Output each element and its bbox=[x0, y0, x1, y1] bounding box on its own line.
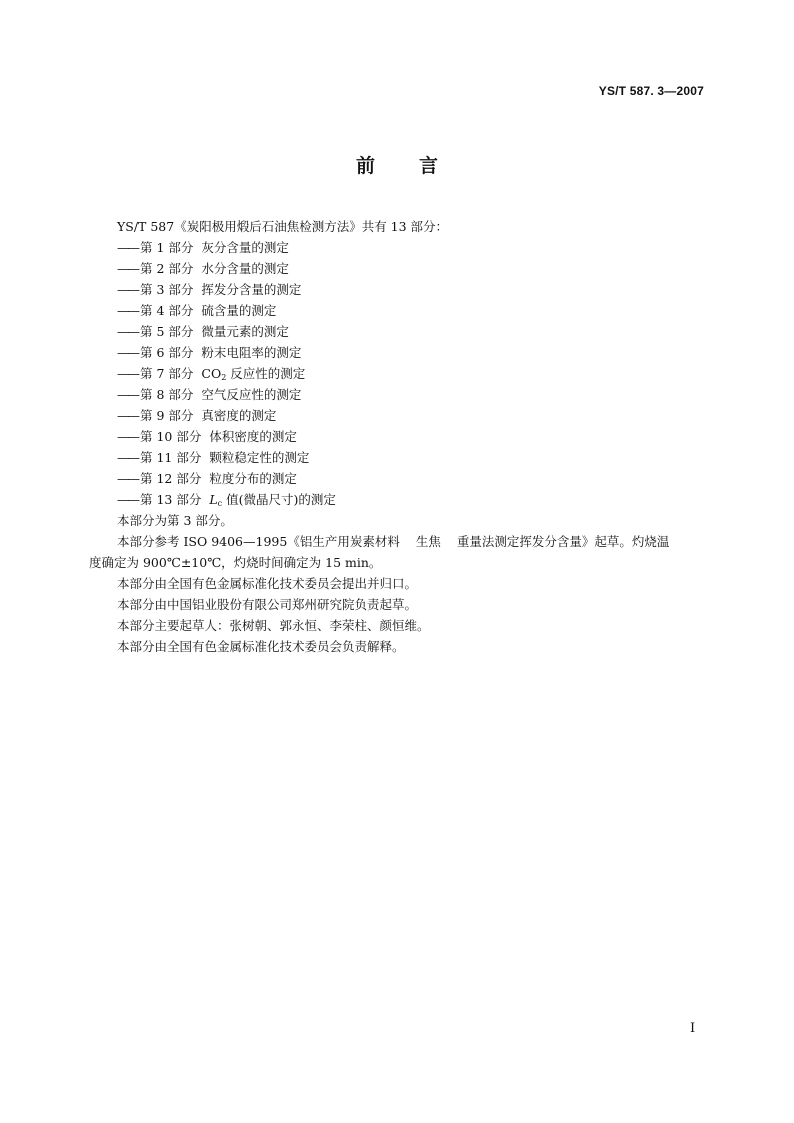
paragraph-text: 重量法测定挥发分含量》起草。灼烧温 bbox=[456, 534, 670, 549]
part-title: 真密度的测定 bbox=[201, 408, 277, 423]
part-title: 粒度分布的测定 bbox=[209, 471, 297, 486]
part-title: 颗粒稳定性的测定 bbox=[209, 450, 310, 465]
paragraph-text: 本部分参考 ISO 9406—1995《铝生产用炭素材料 bbox=[117, 534, 400, 549]
part-item bbox=[117, 384, 301, 405]
em-dash: —— bbox=[117, 471, 138, 486]
part-title-rest: 值(微晶尺寸)的测定 bbox=[222, 492, 336, 507]
part-item bbox=[117, 405, 276, 426]
part-number: 第 10 部分 bbox=[140, 429, 202, 444]
part-item bbox=[117, 468, 297, 489]
paragraph: 本部分由全国有色金属标准化技术委员会提出并归口。 bbox=[117, 576, 418, 591]
part-title: 微量元素的测定 bbox=[201, 324, 289, 339]
part-title: 体积密度的测定 bbox=[209, 429, 297, 444]
em-dash: —— bbox=[117, 261, 138, 276]
page-number: I bbox=[690, 1021, 696, 1036]
part-number: 第 7 部分 bbox=[140, 366, 194, 381]
part-item bbox=[117, 342, 301, 363]
part-number: 第 8 部分 bbox=[140, 387, 194, 402]
paragraph bbox=[117, 531, 669, 552]
part-number: 第 2 部分 bbox=[140, 261, 194, 276]
em-dash: —— bbox=[117, 492, 138, 507]
part-number: 第 9 部分 bbox=[140, 408, 194, 423]
part-title-rest: 反应性的测定 bbox=[226, 366, 306, 381]
em-dash: —— bbox=[117, 387, 138, 402]
part-number: 第 3 部分 bbox=[140, 282, 194, 297]
part-number: 第 5 部分 bbox=[140, 324, 194, 339]
em-dash: —— bbox=[117, 345, 138, 360]
em-dash: —— bbox=[117, 240, 138, 255]
part-number: 第 12 部分 bbox=[140, 471, 202, 486]
em-dash: —— bbox=[117, 324, 138, 339]
em-dash: —— bbox=[117, 303, 138, 318]
part-item bbox=[117, 258, 289, 279]
paragraph: 本部分由中国铝业股份有限公司郑州研究院负责起草。 bbox=[117, 597, 418, 612]
part-number: 第 4 部分 bbox=[140, 303, 194, 318]
page-title: 前言 bbox=[355, 155, 482, 177]
part-number: 第 6 部分 bbox=[140, 345, 194, 360]
part-title: 水分含量的测定 bbox=[201, 261, 289, 276]
part-title: 硫含量的测定 bbox=[201, 303, 277, 318]
part-item bbox=[117, 321, 289, 342]
part-title: 挥发分含量的测定 bbox=[201, 282, 302, 297]
paragraph-continuation: 度确定为 900℃±10℃，灼烧时间确定为 15 min。 bbox=[89, 555, 382, 570]
paragraph: 本部分由全国有色金属标准化技术委员会负责解释。 bbox=[117, 639, 405, 654]
em-dash: —— bbox=[117, 282, 138, 297]
paragraph: 本部分主要起草人：张树朝、郭永恒、李荣柱、颜恒维。 bbox=[117, 618, 430, 633]
subscript: 2 bbox=[221, 373, 227, 382]
part-item bbox=[117, 363, 305, 384]
part-number: 第 1 部分 bbox=[140, 240, 194, 255]
em-dash: —— bbox=[117, 450, 138, 465]
intro-line: YS/T 587《炭阳极用煅后石油焦检测方法》共有 13 部分： bbox=[117, 219, 449, 234]
part-title: 空气反应性的测定 bbox=[201, 387, 302, 402]
part-item bbox=[117, 300, 276, 321]
part-title bbox=[209, 492, 336, 507]
em-dash: —— bbox=[117, 429, 138, 444]
em-dash: —— bbox=[117, 408, 138, 423]
part-item bbox=[117, 426, 297, 447]
em-dash: —— bbox=[117, 366, 138, 381]
part-number: 第 11 部分 bbox=[140, 450, 202, 465]
part-item bbox=[117, 489, 336, 510]
part-item bbox=[117, 279, 301, 300]
part-item bbox=[117, 237, 289, 258]
paragraph-text: 生焦 bbox=[415, 534, 441, 549]
part-title: 灰分含量的测定 bbox=[201, 240, 289, 255]
part-title bbox=[201, 366, 305, 381]
standard-code: YS/T 587. 3—2007 bbox=[598, 84, 704, 98]
subscript: c bbox=[217, 499, 223, 508]
part-number: 第 13 部分 bbox=[140, 492, 202, 507]
part-title: 粉末电阻率的测定 bbox=[201, 345, 302, 360]
paragraph: 本部分为第 3 部分。 bbox=[117, 513, 233, 528]
co2-formula: CO bbox=[201, 366, 222, 381]
part-item bbox=[117, 447, 309, 468]
lc-symbol: L bbox=[209, 492, 218, 507]
